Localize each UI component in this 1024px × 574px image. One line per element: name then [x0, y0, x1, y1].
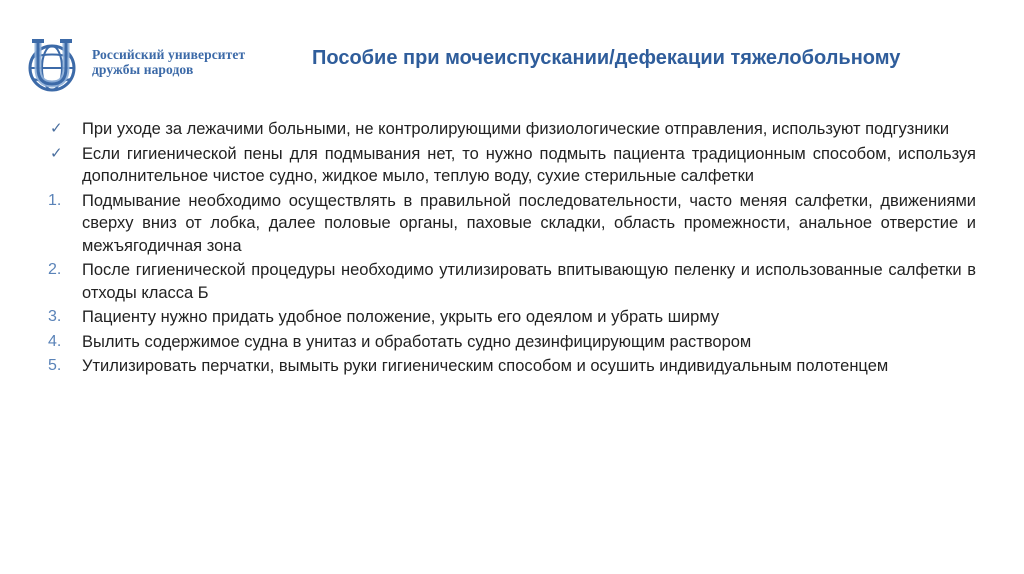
globe-emblem-icon: [22, 38, 86, 94]
list-item-text: При уходе за лежачими больными, не контролирующими физиологические отправления, используют подгузники: [82, 120, 950, 138]
university-logo: [22, 38, 292, 94]
content-list: [46, 118, 976, 380]
checkmark-icon: ✓: [50, 144, 63, 162]
list-item-number: 3.: [48, 308, 62, 325]
list-item: [46, 190, 976, 258]
list-item-number: 1.: [48, 191, 62, 209]
page-title: Пособие при мочеиспускании/дефекации тяжелобольному: [312, 47, 901, 69]
logo-wordmark: [92, 47, 245, 77]
list-item-text: Вылить содержимое судна в унитаз и обработать судно дезинфицирующим раствором: [82, 332, 752, 351]
list-item-number: 2.: [48, 261, 62, 278]
list-item-text: После гигиенической процедуры необходимо утилизировать впитывающую пеленку и использованные салфетки в отходы класса Б: [82, 261, 976, 302]
logo-line-1: Российский университет: [92, 47, 246, 62]
list-item: [46, 306, 976, 329]
list-item-text: Утилизировать перчатки, вымыть руки гигиеническим способом и осушить индивидуальным полотенцем: [82, 357, 889, 375]
list-item: [46, 331, 976, 354]
list-item-text: Пациенту нужно придать удобное положение, укрыть его одеялом и убрать ширму: [82, 308, 720, 326]
list-item: [46, 259, 976, 304]
list-item: [46, 143, 976, 188]
list-item-number: 5.: [48, 357, 62, 374]
list-item-number: 4.: [48, 332, 62, 350]
list-item-text: Подмывание необходимо осуществлять в правильной последовательности, часто меняя салфетки, движениями сверху вниз от лобка, далее половые органы, паховые складки, область промежности, анальное отверстие и межъягодичная зона: [82, 191, 976, 255]
list-item: [46, 118, 976, 141]
list-item: [46, 355, 976, 378]
checkmark-icon: ✓: [50, 120, 63, 137]
logo-line-2: дружбы народов: [92, 62, 194, 77]
list-item-text: Если гигиенической пены для подмывания нет, то нужно подмыть пациента традиционным способом, используя дополнительное чистое судно, жидкое мыло, теплую воду, сухие стерильные салфетки: [82, 144, 976, 185]
